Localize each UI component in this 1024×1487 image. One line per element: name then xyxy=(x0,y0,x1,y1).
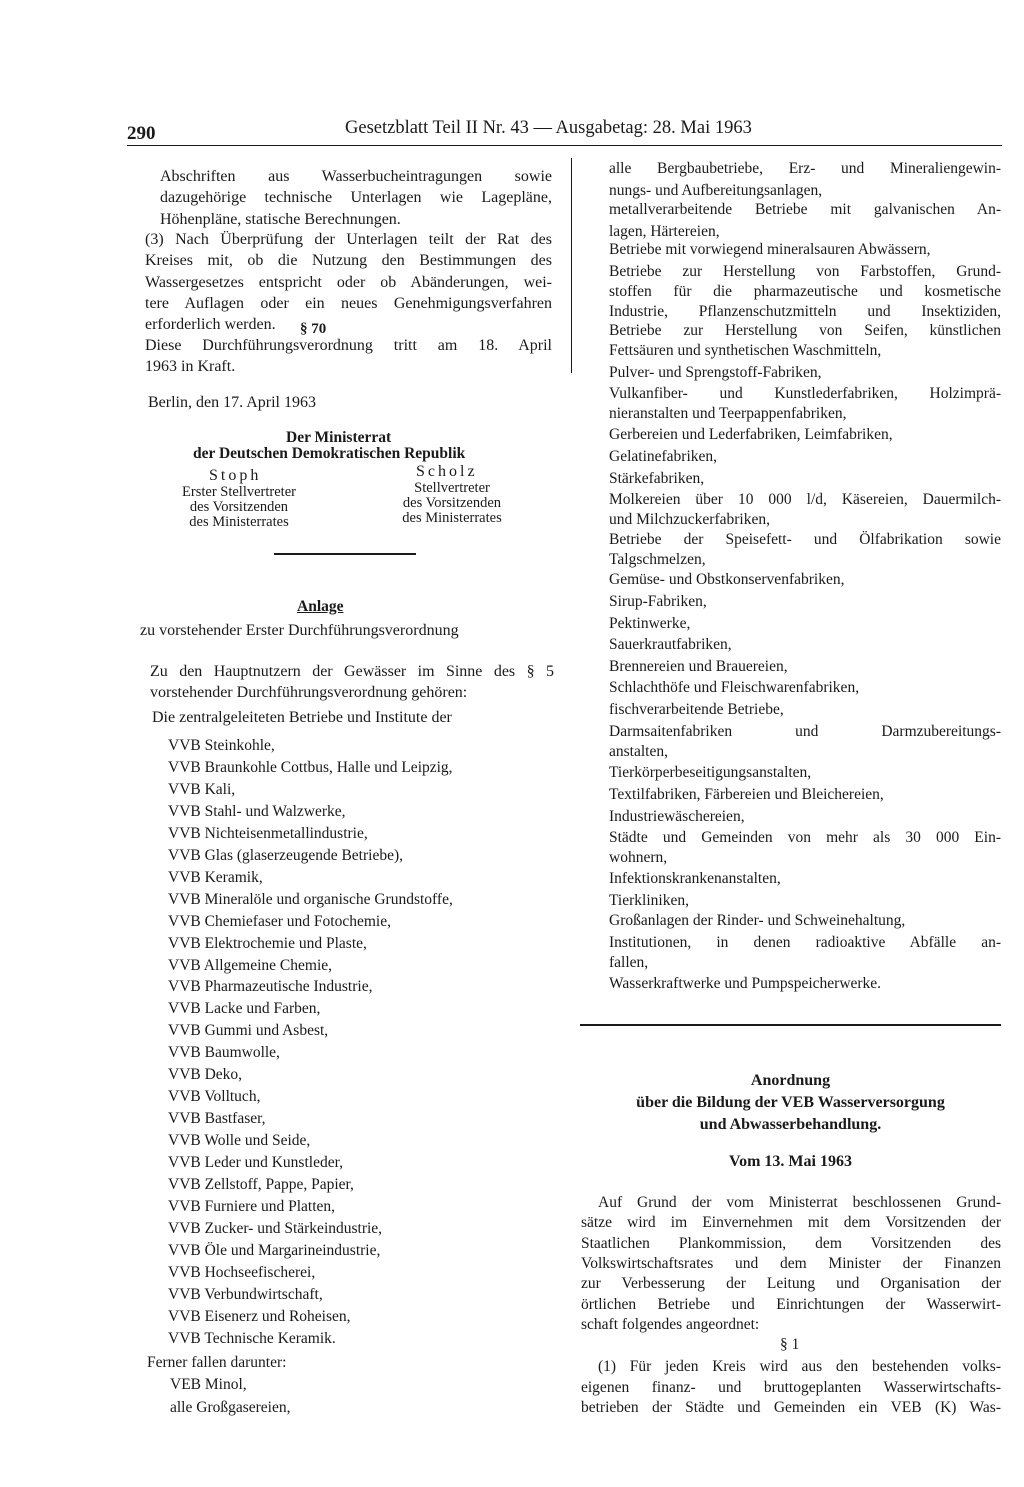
body-text-line: (3) Nach Überprüfung der Unterlagen teilt der Rat des xyxy=(145,231,552,248)
list-item: nieranstalten und Teerpappenfabriken, xyxy=(609,405,847,422)
list-item: Tierkörperbeseitigungsanstalten, xyxy=(609,764,812,781)
list-item: VVB Deko, xyxy=(168,1066,243,1084)
list-item: Institutionen, in denen radioaktive Abfälle an- xyxy=(609,934,1001,951)
list-item: VVB Leder und Kunstleder, xyxy=(168,1154,344,1172)
list-item: VVB Glas (glaserzeugende Betriebe), xyxy=(168,846,403,864)
list-item: Talgschmelzen, xyxy=(609,551,706,568)
list-item: Pektinwerke, xyxy=(609,615,691,632)
list-item: VVB Öle und Margarineindustrie, xyxy=(168,1241,381,1259)
signer-role: Stellvertreter xyxy=(414,480,490,496)
list-item: Textilfabriken, Färbereien und Bleichereien, xyxy=(609,786,884,803)
list-item: Vulkanfiber- und Kunstlederfabriken, Holzimprä- xyxy=(609,385,1001,402)
body-text-line: Kreises mit, ob die Nutzung den Bestimmungen des xyxy=(145,252,552,270)
body-text-line: Volkswirtschaftsrates und dem Minister der Finanzen xyxy=(581,1254,1001,1272)
list-item: Gemüse- und Obstkonservenfabriken, xyxy=(609,571,845,588)
list-item: Gerbereien und Lederfabriken, Leimfabriken, xyxy=(609,426,893,443)
decree-title: Anordnung xyxy=(750,1072,831,1089)
list-item: Molkereien über 10 000 l/d, Käsereien, Dauermilch- xyxy=(609,491,1001,508)
list-item: alle Bergbaubetriebe, Erz- und Mineraliengewin- xyxy=(609,160,1001,177)
signer-role: des Vorsitzenden xyxy=(189,499,289,515)
list-item: Brennereien und Brauereien, xyxy=(609,658,788,675)
body-text-line: Abschriften aus Wasserbucheintragungen sowie xyxy=(160,168,552,185)
list-item: VVB Furniere und Platten, xyxy=(168,1197,336,1215)
list-item: VVB Braunkohle Cottbus, Halle und Leipzig, xyxy=(168,758,453,776)
list-item: Stärkefabriken, xyxy=(609,470,705,487)
body-text-line: erforderlich werden. xyxy=(145,316,276,334)
list-item: VVB Technische Keramik. xyxy=(168,1329,336,1347)
list-item: fischverarbeitende Betriebe, xyxy=(609,701,784,718)
list-item: VVB Chemiefaser und Fotochemie, xyxy=(168,912,391,930)
list-item: nungs- und Aufbereitungsanlagen, xyxy=(609,182,823,199)
list-intro: Die zentralgeleiteten Betriebe und Institute der xyxy=(152,709,452,726)
body-text-line: (1) Für jeden Kreis wird aus den bestehenden volks- xyxy=(598,1358,1001,1375)
council-title: der Deutschen Demokratischen Republik xyxy=(193,445,466,462)
list-item: Großanlagen der Rinder- und Schweinehaltung, xyxy=(609,912,906,929)
signature-rule xyxy=(274,553,416,555)
list-item: VVB Zellstoff, Pappe, Papier, xyxy=(168,1176,354,1193)
list-item: Gelatinefabriken, xyxy=(609,448,718,465)
list-item: und Milchzuckerfabriken, xyxy=(609,511,770,528)
list-item: VVB Lacke und Farben, xyxy=(168,1000,321,1018)
list-intro: Ferner fallen darunter: xyxy=(147,1354,287,1371)
body-text-line: betrieben der Städte und Gemeinden ein VEB (K) Was- xyxy=(581,1399,1001,1416)
body-text-line: dazugehörige technische Unterlagen wie Lagepläne, xyxy=(160,189,552,207)
body-text-line: vorstehender Durchführungsverordnung gehören: xyxy=(150,684,468,701)
list-item: Schlachthöfe und Fleischwarenfabriken, xyxy=(609,679,860,696)
council-title: Der Ministerrat xyxy=(286,429,392,446)
list-item: Betriebe mit vorwiegend mineralsauren Abwässern, xyxy=(609,241,931,258)
list-item: Sirup-Fabriken, xyxy=(609,593,707,610)
list-item: VVB Kali, xyxy=(168,780,236,798)
list-item: VVB Zucker- und Stärkeindustrie, xyxy=(168,1219,383,1237)
signer-role: des Vorsitzenden xyxy=(402,495,502,511)
place-date: Berlin, den 17. April 1963 xyxy=(148,394,316,411)
list-item: fallen, xyxy=(609,954,649,971)
list-item: VVB Eisenerz und Roheisen, xyxy=(168,1307,351,1325)
list-item: VVB Gummi und Asbest, xyxy=(168,1022,329,1040)
list-item: VVB Hochseefischerei, xyxy=(168,1263,316,1281)
body-text-line: 1963 in Kraft. xyxy=(145,358,236,376)
body-text-line: tere Auflagen oder ein neues Genehmigungsverfahren xyxy=(145,294,552,312)
list-item: VVB Nichteisenmetallindustrie, xyxy=(168,824,368,842)
list-item: Pulver- und Sprengstoff-Fabriken, xyxy=(609,364,822,381)
list-item: VVB Allgemeine Chemie, xyxy=(168,956,333,974)
list-item: Fettsäuren und synthetischen Waschmitteln, xyxy=(609,342,882,359)
list-item: VVB Verbundwirtschaft, xyxy=(168,1285,323,1303)
list-item: lagen, Härtereien, xyxy=(609,223,720,240)
header-rule xyxy=(127,145,1002,146)
list-item: Infektionskrankenanstalten, xyxy=(609,870,781,887)
list-item: VVB Pharmazeutische Industrie, xyxy=(168,978,373,996)
list-item: VVB Wolle und Seide, xyxy=(168,1132,311,1150)
list-item: Sauerkrautfabriken, xyxy=(609,636,732,653)
signer-role: des Ministerrates xyxy=(189,514,289,530)
annex-title: Anlage xyxy=(297,598,344,615)
page-header-title: Gesetzblatt Teil II Nr. 43 — Ausgabetag: 28. Mai 1963 xyxy=(345,118,752,138)
list-item: Betriebe der Speisefett- und Ölfabrikation sowie xyxy=(609,531,1001,548)
body-text-line: Staatlichen Plankommission, dem Vorsitzenden des xyxy=(581,1234,1001,1252)
list-item: VVB Keramik, xyxy=(168,868,263,886)
section-heading: § 70 xyxy=(300,321,327,337)
decree-title: über die Bildung der VEB Wasserversorgung xyxy=(636,1094,945,1111)
list-item: metallverarbeitende Betriebe mit galvanischen An- xyxy=(609,201,1001,218)
list-item: Betriebe zur Herstellung von Seifen, künstlichen xyxy=(609,322,1001,339)
body-text-line: örtlichen Betriebe und Einrichtungen der Wasserwirt- xyxy=(581,1295,1001,1313)
list-item: VVB Elektrochemie und Plaste, xyxy=(168,934,367,952)
column-divider xyxy=(571,158,572,373)
body-text-line: Auf Grund der vom Ministerrat beschlossenen Grund- xyxy=(598,1194,1001,1211)
list-item: Industrie, Pflanzenschutzmitteln und Insektiziden, xyxy=(609,303,1001,320)
section-divider-rule xyxy=(580,1024,1001,1026)
list-item: VVB Volltuch, xyxy=(168,1088,261,1106)
list-item: VVB Mineralöle und organische Grundstoffe, xyxy=(168,890,453,908)
list-item: Städte und Gemeinden von mehr als 30 000 Ein- xyxy=(609,829,1001,846)
signer-role: Erster Stellvertreter xyxy=(182,484,296,500)
body-text-line: Wassergesetzes entspricht oder ob Abänderungen, wei- xyxy=(145,273,552,291)
body-text-line: Diese Durchführungsverordnung tritt am 18. April xyxy=(145,337,552,354)
list-item: stoffen für die pharmazeutische und kosmetische xyxy=(609,283,1001,300)
section-heading: § 1 xyxy=(780,1336,800,1353)
body-text-line: sätze wird im Einvernehmen mit dem Vorsitzenden der xyxy=(581,1214,1001,1232)
signer-name: Stoph xyxy=(209,467,262,484)
body-text-line: zur Verbesserung der Leitung und Organisation der xyxy=(581,1275,1001,1293)
list-item: anstalten, xyxy=(609,743,668,760)
decree-title: und Abwasserbehandlung. xyxy=(699,1116,882,1133)
signer-name: Scholz xyxy=(416,463,478,480)
list-item: Betriebe zur Herstellung von Farbstoffen, Grund- xyxy=(609,263,1001,280)
list-item: wohnern, xyxy=(609,849,668,866)
list-item: VVB Stahl- und Walzwerke, xyxy=(168,802,346,820)
list-item: VEB Minol, xyxy=(170,1376,247,1393)
decree-date: Vom 13. Mai 1963 xyxy=(729,1153,852,1170)
list-item: Darmsaitenfabriken und Darmzubereitungs- xyxy=(609,723,1001,740)
body-text-line: eigenen finanz- und bruttogeplanten Wasserwirtschafts- xyxy=(581,1378,1001,1396)
page-number: 290 xyxy=(127,123,156,144)
list-item: Industriewäschereien, xyxy=(609,808,745,825)
list-item: VVB Steinkohle, xyxy=(168,737,275,754)
list-item: alle Großgasereien, xyxy=(170,1399,291,1416)
annex-subtitle: zu vorstehender Erster Durchführungsverordnung xyxy=(140,622,459,639)
body-text-line: Zu den Hauptnutzern der Gewässer im Sinne des § 5 xyxy=(150,663,554,680)
body-text-line: Höhenpläne, statische Berechnungen. xyxy=(160,210,401,228)
list-item: Tierkliniken, xyxy=(609,892,689,909)
list-item: VVB Bastfaser, xyxy=(168,1110,266,1128)
signer-role: des Ministerrates xyxy=(402,510,502,526)
list-item: Wasserkraftwerke und Pumpspeicherwerke. xyxy=(609,975,882,992)
list-item: VVB Baumwolle, xyxy=(168,1044,280,1062)
body-text-line: schaft folgendes angeordnet: xyxy=(581,1315,760,1333)
